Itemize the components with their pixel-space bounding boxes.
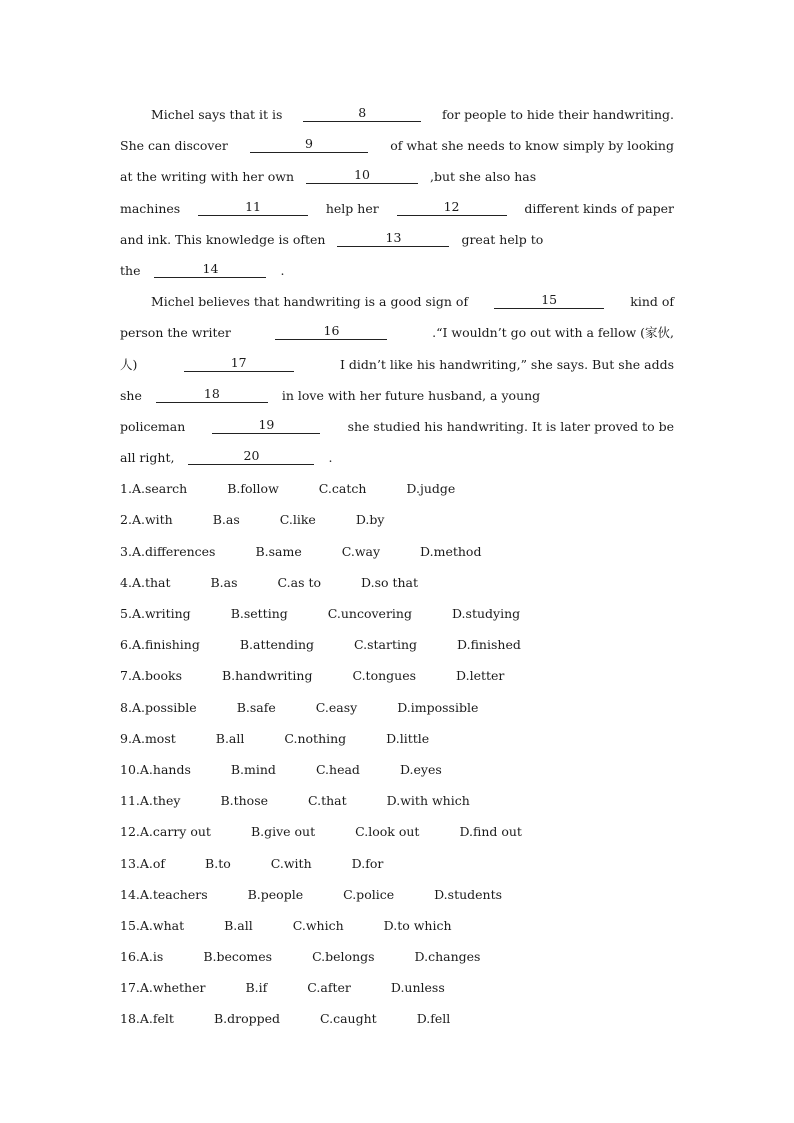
blank-8: 8 xyxy=(303,105,421,122)
option-b[interactable]: B.to xyxy=(205,855,231,871)
option-b[interactable]: B.setting xyxy=(230,606,288,621)
passage-text: . xyxy=(280,262,285,278)
option-d[interactable]: D.eyes xyxy=(399,761,442,777)
question-number: 15. xyxy=(120,917,140,933)
question-row xyxy=(120,972,674,1003)
option-c[interactable]: C.which xyxy=(292,917,344,933)
option-c[interactable]: C.uncovering xyxy=(327,606,412,621)
blank-18: 18 xyxy=(156,386,268,403)
option-a[interactable]: A.of xyxy=(139,855,166,871)
option-b[interactable]: B.becomes xyxy=(203,949,273,965)
question-row xyxy=(120,941,674,972)
question-number: 1. xyxy=(120,481,132,497)
question-row xyxy=(120,692,674,723)
question-row xyxy=(120,660,674,691)
question-row xyxy=(120,473,674,504)
option-b[interactable]: B.handwriting xyxy=(221,668,313,684)
blank-13: 13 xyxy=(337,230,449,247)
option-a[interactable]: A.that xyxy=(131,574,171,590)
passage-text: the xyxy=(120,262,141,278)
option-c[interactable]: C.head xyxy=(315,761,360,777)
passage-line xyxy=(120,193,674,224)
option-a[interactable]: A.felt xyxy=(139,1011,174,1027)
question-row xyxy=(120,567,674,598)
option-a[interactable]: A.differences xyxy=(131,543,216,559)
option-c[interactable]: C.starting xyxy=(354,637,418,653)
question-number: 4. xyxy=(120,574,132,590)
blank-12: 12 xyxy=(397,199,507,216)
passage-line xyxy=(120,317,674,348)
option-c[interactable]: C.with xyxy=(270,855,312,871)
option-a[interactable]: A.finishing xyxy=(131,637,200,653)
option-b[interactable]: B.attending xyxy=(239,637,315,653)
option-c[interactable]: C.look out xyxy=(355,824,420,840)
option-d[interactable]: D.for xyxy=(351,855,384,871)
option-d[interactable]: D.finished xyxy=(457,637,521,653)
question-number: 13. xyxy=(120,855,140,871)
passage-text: great help to xyxy=(461,231,544,247)
option-d[interactable]: D.by xyxy=(355,512,385,528)
question-number: 14. xyxy=(120,886,140,902)
question-row xyxy=(120,723,674,754)
passage-text: different kinds of paper xyxy=(524,200,674,216)
blank-9: 9 xyxy=(250,136,368,153)
option-b[interactable]: B.as xyxy=(210,574,238,590)
question-number: 3. xyxy=(120,543,132,559)
passage-text: all right, xyxy=(120,450,175,466)
option-b[interactable]: B.dropped xyxy=(213,1011,281,1027)
passage-text: help her xyxy=(325,200,379,216)
question-row xyxy=(120,504,674,535)
option-c[interactable]: C.tongues xyxy=(352,668,417,684)
option-b[interactable]: B.follow xyxy=(227,481,279,497)
passage-line xyxy=(120,411,674,442)
option-d[interactable]: D.method xyxy=(420,543,482,559)
passage-text: she studied his handwriting. It is later proved to be xyxy=(347,418,674,434)
question-number: 18. xyxy=(120,1011,140,1027)
option-b[interactable]: B.if xyxy=(245,980,268,996)
passage-text: 人) xyxy=(120,356,138,372)
passage-text: .“I wouldn’t go out with a fellow (家伙, xyxy=(432,325,674,341)
option-a[interactable]: A.they xyxy=(139,793,181,809)
passage-text: . xyxy=(328,450,333,466)
question-number: 8. xyxy=(120,699,132,715)
passage-text: kind of xyxy=(630,294,674,310)
option-a[interactable]: A.carry out xyxy=(139,824,211,840)
question-row xyxy=(120,536,674,567)
passage-line xyxy=(120,380,674,411)
question-row xyxy=(120,879,674,910)
option-c[interactable]: C.belongs xyxy=(312,949,375,965)
blank-10: 10 xyxy=(306,167,418,184)
option-c[interactable]: C.like xyxy=(279,512,316,528)
option-d[interactable]: D.students xyxy=(434,886,503,902)
option-b[interactable]: B.all xyxy=(215,730,245,746)
option-c[interactable]: C.way xyxy=(341,543,381,559)
passage-line xyxy=(120,286,674,317)
blank-14: 14 xyxy=(154,261,266,278)
document-page xyxy=(120,99,674,1035)
passage-text: Michel says that it is xyxy=(151,107,283,122)
option-c[interactable]: C.as to xyxy=(277,574,322,590)
option-d[interactable]: D.with which xyxy=(386,793,470,809)
option-c[interactable]: C.caught xyxy=(320,1011,377,1027)
question-number: 16. xyxy=(120,949,140,965)
option-c[interactable]: C.that xyxy=(308,793,347,809)
option-c[interactable]: C.after xyxy=(307,980,351,996)
option-d[interactable]: D.to which xyxy=(383,917,452,933)
passage-line xyxy=(120,99,674,130)
passage-line xyxy=(120,442,674,473)
option-c[interactable]: C.catch xyxy=(318,481,367,497)
question-number: 5. xyxy=(120,606,132,621)
passage-text: person the writer xyxy=(120,325,231,341)
option-a[interactable]: A.possible xyxy=(131,699,197,715)
option-a[interactable]: A.most xyxy=(131,730,176,746)
question-row xyxy=(120,785,674,816)
question-number: 11. xyxy=(120,793,140,809)
option-c[interactable]: C.police xyxy=(343,886,395,902)
question-row xyxy=(120,816,674,847)
option-d[interactable]: D.so that xyxy=(361,574,419,590)
passage-text: she xyxy=(120,387,142,403)
option-a[interactable]: A.hands xyxy=(139,761,191,777)
option-a[interactable]: A.writing xyxy=(131,606,191,621)
option-b[interactable]: B.same xyxy=(255,543,302,559)
passage-line xyxy=(120,349,674,380)
passage-line xyxy=(120,130,674,161)
option-d[interactable]: D.impossible xyxy=(397,699,479,715)
option-d[interactable]: D.letter xyxy=(456,668,505,684)
blank-19: 19 xyxy=(212,417,320,434)
question-number: 10. xyxy=(120,761,140,777)
question-number: 17. xyxy=(120,980,140,996)
option-c[interactable]: C.nothing xyxy=(284,730,347,746)
passage-line xyxy=(120,224,674,255)
option-b[interactable]: B.those xyxy=(220,793,269,809)
question-number: 7. xyxy=(120,668,132,684)
blank-20: 20 xyxy=(188,448,314,465)
option-d[interactable]: D.fell xyxy=(416,1011,451,1027)
question-number: 6. xyxy=(120,637,132,653)
question-row xyxy=(120,629,674,660)
passage-text: policeman xyxy=(120,418,186,434)
option-a[interactable]: A.search xyxy=(131,481,188,497)
option-d[interactable]: D.changes xyxy=(414,949,481,965)
question-number: 12. xyxy=(120,824,140,840)
passage-text: in love with her future husband, a young xyxy=(281,387,541,403)
passage-text: She can discover xyxy=(120,138,228,154)
option-b[interactable]: B.give out xyxy=(250,824,316,840)
option-a[interactable]: A.teachers xyxy=(139,886,208,902)
option-d[interactable]: D.studying xyxy=(451,606,521,621)
option-d[interactable]: D.judge xyxy=(406,481,456,497)
option-d[interactable]: D.find out xyxy=(459,824,522,840)
blank-17: 17 xyxy=(184,355,294,372)
passage-text: ,but she also has xyxy=(430,169,537,185)
passage-text: machines xyxy=(120,200,181,216)
option-d[interactable]: D.unless xyxy=(390,980,445,996)
option-b[interactable]: B.people xyxy=(247,886,304,902)
passage-text: and ink. This knowledge is often xyxy=(120,231,326,247)
option-b[interactable]: B.mind xyxy=(230,761,276,777)
passage-text: at the writing with her own xyxy=(120,169,295,185)
option-d[interactable]: D.little xyxy=(386,730,430,746)
question-number: 9. xyxy=(120,730,132,746)
passage-text: I didn’t like his handwriting,” she says. But she adds xyxy=(339,356,674,372)
passage-text: Michel believes that handwriting is a good sign of xyxy=(151,294,469,310)
passage-text: for people to hide their handwriting. xyxy=(441,107,674,122)
question-list xyxy=(120,473,674,1034)
option-b[interactable]: B.safe xyxy=(236,699,276,715)
option-b[interactable]: B.all xyxy=(224,917,253,933)
question-number: 2. xyxy=(120,512,132,528)
option-a[interactable]: A.whether xyxy=(139,980,206,996)
option-a[interactable]: A.what xyxy=(139,917,185,933)
option-a[interactable]: A.books xyxy=(131,668,182,684)
question-row xyxy=(120,848,674,879)
passage-text: of what she needs to know simply by looking xyxy=(390,138,674,154)
blank-11: 11 xyxy=(198,199,308,216)
question-row xyxy=(120,598,674,629)
question-row xyxy=(120,754,674,785)
passage-line xyxy=(120,255,674,286)
blank-16: 16 xyxy=(275,323,387,340)
question-row xyxy=(120,1003,674,1034)
option-a[interactable]: A.is xyxy=(139,949,164,965)
option-c[interactable]: C.easy xyxy=(315,699,358,715)
option-b[interactable]: B.as xyxy=(212,512,240,528)
option-a[interactable]: A.with xyxy=(131,512,173,528)
question-row xyxy=(120,910,674,941)
blank-15: 15 xyxy=(494,292,604,309)
passage-line xyxy=(120,161,674,192)
